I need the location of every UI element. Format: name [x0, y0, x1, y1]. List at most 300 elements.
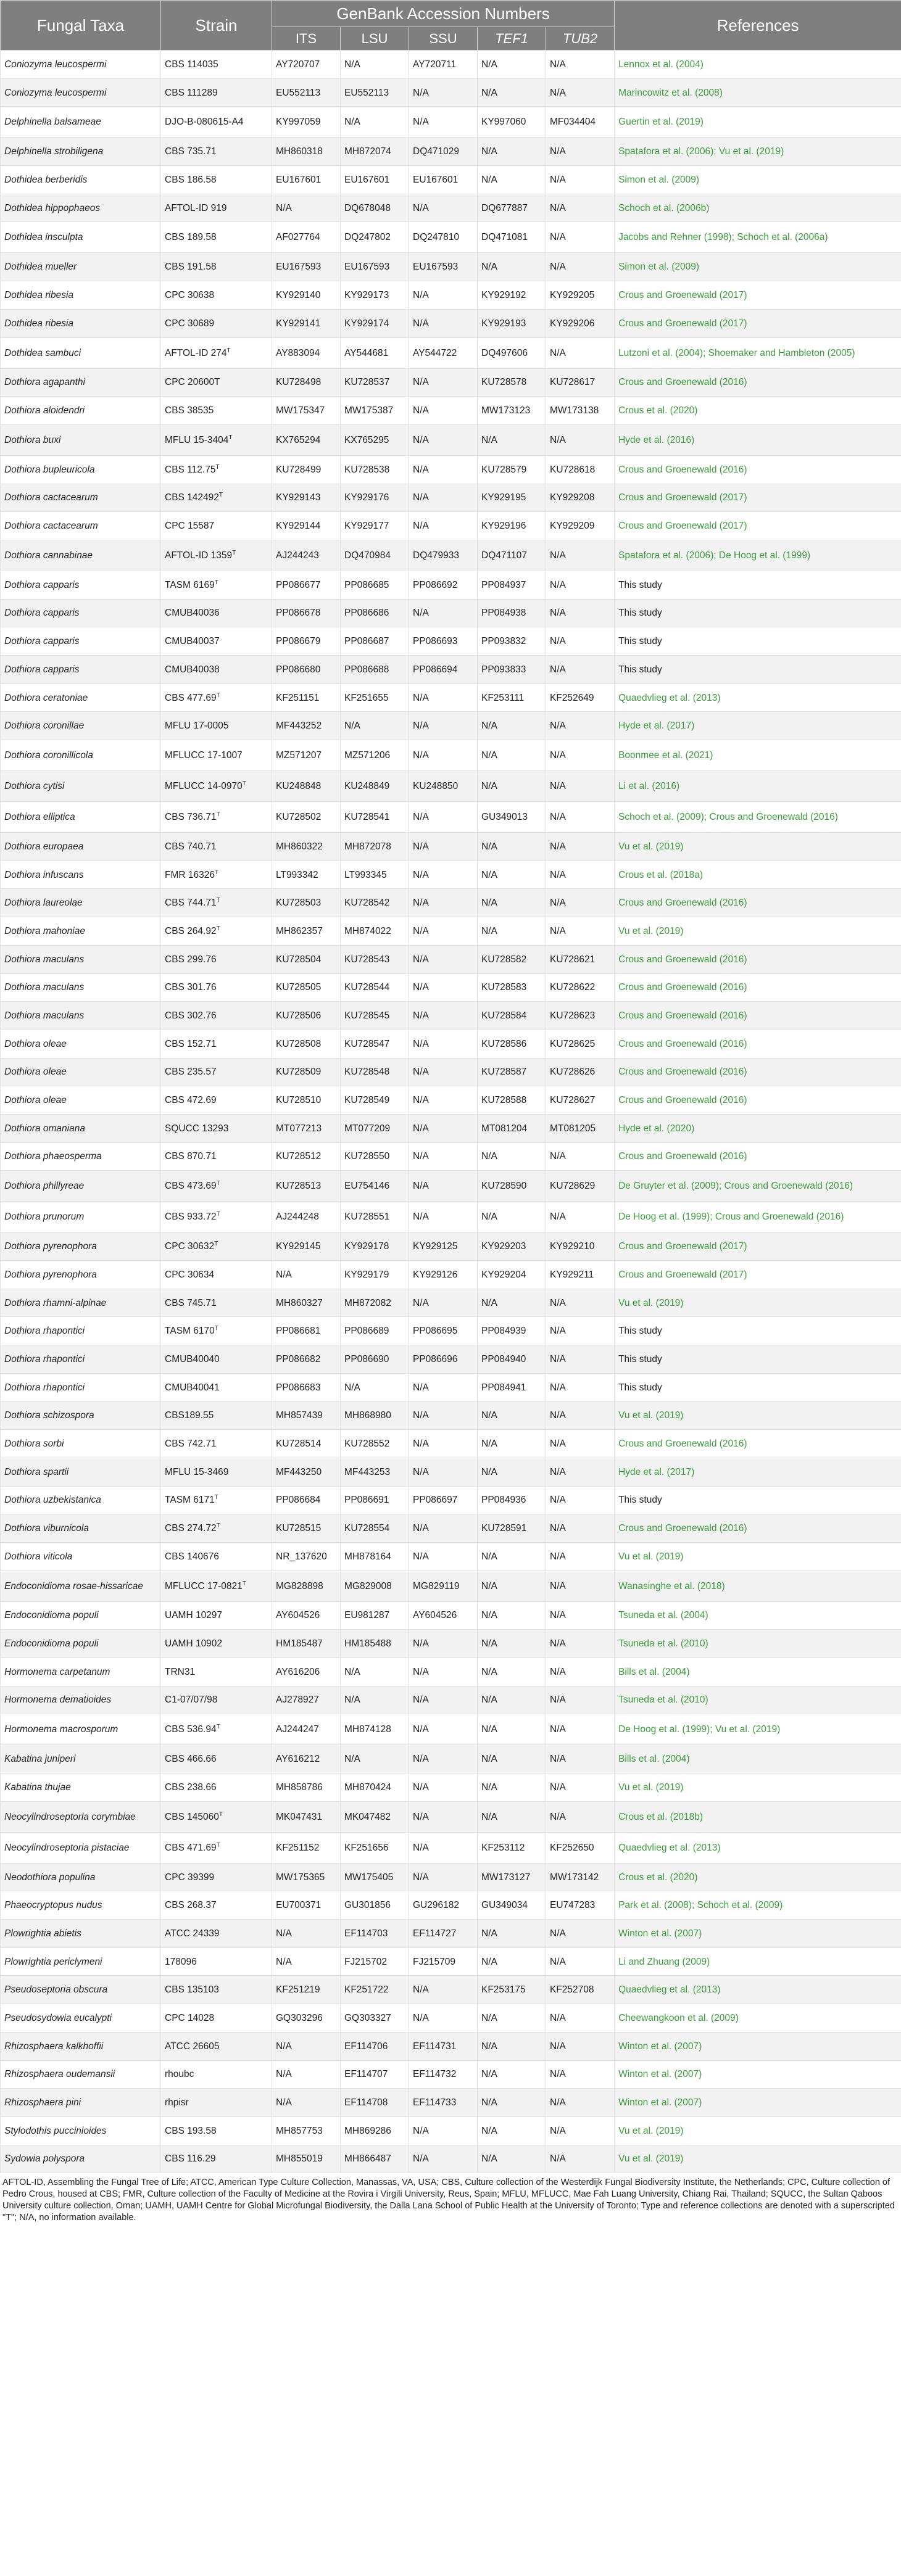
cell-tef1-text: KY929193 [481, 318, 526, 329]
table-row [1, 166, 901, 194]
cell-reference-text: De Hoog et al. (1999); Vu et al. (2019) [618, 1724, 781, 1735]
cell-tef1 [478, 656, 546, 684]
cell-tef1 [478, 683, 546, 712]
cell-tub2-text: N/A [550, 812, 566, 823]
cell-its [272, 166, 341, 194]
cell-ssu [409, 1863, 478, 1891]
cell-strain-text: AFTOL-ID 919 [165, 202, 227, 213]
cell-ssu-text: N/A [413, 1010, 429, 1022]
cell-its-text: MH860327 [276, 1297, 323, 1308]
cell-taxon-text: Dothiora cytisi [4, 781, 65, 792]
table-row [1, 683, 901, 712]
cell-ssu [409, 973, 478, 1002]
cell-strain [161, 1030, 272, 1058]
cell-ssu-text: EF114731 [413, 2041, 457, 2052]
cell-reference-text: This study [618, 608, 662, 619]
cell-ssu [409, 1232, 478, 1261]
cell-ssu [409, 1058, 478, 1086]
cell-strain-text: CPC 30634 [165, 1269, 215, 1280]
cell-strain [161, 1714, 272, 1745]
cell-tub2 [546, 309, 615, 337]
cell-reference-text: Simon et al. (2009) [618, 174, 700, 185]
cell-strain [161, 1686, 272, 1714]
cell-ssu-text: MG829119 [413, 1580, 460, 1591]
cell-tub2-text: N/A [550, 579, 566, 590]
table-row [1, 1202, 901, 1232]
cell-taxon-text: Dothiora rhamni-alpinae [4, 1297, 107, 1308]
cell-tub2-text: N/A [550, 2069, 566, 2080]
table-row [1, 1863, 901, 1891]
cell-lsu [341, 771, 409, 802]
cell-its-text: KY997059 [276, 117, 321, 128]
cell-tub2 [546, 945, 615, 973]
cell-tef1 [478, 1630, 546, 1658]
cell-tef1-text: KF253112 [481, 1842, 525, 1853]
cell-strain [161, 599, 272, 627]
table-row [1, 1402, 901, 1430]
table-row [1, 1714, 901, 1745]
cell-tef1 [478, 368, 546, 397]
cell-reference [615, 309, 901, 337]
cell-its [272, 2060, 341, 2089]
cell-ssu-text: N/A [413, 750, 429, 761]
cell-strain-text: CPC 14028 [165, 2012, 215, 2023]
cell-lsu [341, 683, 409, 712]
table-row [1, 2032, 901, 2060]
cell-taxon-text: Dothidea ribesia [4, 289, 74, 300]
cell-tub2 [546, 656, 615, 684]
cell-tub2-text: N/A [550, 146, 566, 157]
cell-strain [161, 253, 272, 281]
cell-taxon [1, 309, 161, 337]
cell-tub2 [546, 253, 615, 281]
cell-lsu [341, 1232, 409, 1261]
cell-reference [615, 861, 901, 889]
cell-lsu-text: PP086689 [344, 1326, 389, 1337]
cell-tef1-text: N/A [481, 59, 497, 70]
cell-tub2 [546, 1289, 615, 1317]
cell-its-text: KU728515 [276, 1523, 322, 1534]
cell-lsu [341, 540, 409, 571]
cell-strain-text: CBS 536.94 [165, 1724, 217, 1735]
cell-lsu-text: GQ303327 [344, 2012, 391, 2023]
cell-ssu [409, 945, 478, 973]
cell-ssu-text: N/A [413, 954, 429, 965]
cell-reference [615, 337, 901, 368]
cell-ssu [409, 138, 478, 166]
cell-tub2 [546, 1373, 615, 1402]
cell-taxon [1, 1261, 161, 1289]
cell-its [272, 1832, 341, 1863]
cell-lsu-text: KU728552 [344, 1438, 390, 1449]
cell-its [272, 337, 341, 368]
cell-reference [615, 1142, 901, 1171]
cell-lsu-text: KF251722 [344, 1984, 389, 1996]
cell-reference [615, 1947, 901, 1976]
cell-taxon [1, 627, 161, 656]
cell-ssu-text: N/A [413, 1754, 429, 1765]
cell-ssu [409, 2032, 478, 2060]
cell-taxon-text: Dothiora maculans [4, 954, 85, 965]
table-row [1, 917, 901, 946]
cell-strain [161, 1976, 272, 2004]
cell-reference [615, 833, 901, 861]
cell-ssu-text: DQ479933 [413, 550, 459, 561]
cell-its-text: MH857439 [276, 1410, 323, 1421]
cell-ssu-text: AY604526 [413, 1610, 457, 1621]
cell-taxon-text: Dothiora cactacearum [4, 492, 98, 503]
cell-ssu [409, 1430, 478, 1458]
cell-tub2 [546, 2004, 615, 2033]
cell-tef1 [478, 771, 546, 802]
cell-tub2-text: N/A [550, 1212, 566, 1223]
table-row [1, 194, 901, 222]
cell-strain-text: CPC 15587 [165, 521, 215, 532]
cell-reference [615, 1289, 901, 1317]
cell-reference [615, 1373, 901, 1402]
cell-reference [615, 1232, 901, 1261]
cell-tef1-text: N/A [481, 869, 497, 880]
cell-strain-text: CBS 38535 [165, 405, 214, 416]
cell-ssu [409, 1832, 478, 1863]
cell-ssu [409, 861, 478, 889]
cell-ssu [409, 1458, 478, 1486]
cell-tef1-text: KU728590 [481, 1181, 527, 1192]
table-row [1, 1832, 901, 1863]
table-row [1, 1171, 901, 1202]
cell-tef1 [478, 1542, 546, 1571]
cell-lsu [341, 889, 409, 917]
cell-tef1 [478, 1142, 546, 1171]
cell-ssu-text: N/A [413, 464, 429, 475]
cell-ssu-text: N/A [413, 1151, 429, 1162]
cell-strain-text: SQUCC 13293 [165, 1123, 229, 1134]
cell-taxon-text: Plowrightia abietis [4, 1928, 81, 1939]
cell-lsu [341, 1630, 409, 1658]
cell-strain [161, 945, 272, 973]
cell-tef1 [478, 1202, 546, 1232]
cell-reference-text: Crous and Groenewald (2016) [618, 898, 747, 909]
cell-reference-text: Winton et al. (2007) [618, 2041, 702, 2052]
cell-tef1 [478, 1261, 546, 1289]
cell-its [272, 1773, 341, 1802]
cell-ssu-text: N/A [413, 982, 429, 993]
cell-its-text: N/A [276, 1956, 292, 1967]
cell-lsu [341, 1891, 409, 1920]
cell-tef1 [478, 1801, 546, 1832]
table-row [1, 833, 901, 861]
cell-its-text: MH860318 [276, 146, 323, 157]
cell-its [272, 1514, 341, 1543]
cell-its-text: KU728503 [276, 898, 322, 909]
cell-tef1-text: N/A [481, 174, 497, 185]
cell-strain [161, 861, 272, 889]
cell-strain-text: CMUB40041 [165, 1382, 220, 1393]
cell-lsu [341, 1202, 409, 1232]
cell-lsu [341, 740, 409, 771]
table-row [1, 484, 901, 512]
cell-lsu-text: EU552113 [344, 87, 389, 98]
table-row [1, 1657, 901, 1686]
cell-taxon-text: Hormonema dematioides [4, 1695, 112, 1706]
cell-its-text: MT077213 [276, 1123, 322, 1134]
cell-taxon-text: Rhizosphaera oudemansii [4, 2069, 115, 2080]
cell-strain [161, 1058, 272, 1086]
cell-tef1 [478, 1773, 546, 1802]
cell-ssu [409, 424, 478, 455]
table-row [1, 51, 901, 79]
cell-ssu-text: N/A [413, 377, 429, 388]
cell-tub2-text: N/A [550, 1754, 566, 1765]
cell-tef1-text: N/A [481, 925, 497, 936]
cell-tub2-text: KY929210 [550, 1241, 595, 1252]
cell-taxon [1, 1657, 161, 1686]
cell-taxon [1, 1486, 161, 1514]
cell-reference [615, 2004, 901, 2033]
cell-tub2-text: KU728617 [550, 377, 596, 388]
cell-lsu [341, 51, 409, 79]
cell-strain [161, 2004, 272, 2033]
cell-ssu [409, 397, 478, 425]
cell-taxon [1, 1801, 161, 1832]
cell-ssu [409, 1289, 478, 1317]
cell-strain-text: CBS 302.76 [165, 1010, 217, 1022]
cell-reference-text: This study [618, 636, 662, 647]
cell-tef1 [478, 2116, 546, 2145]
cell-strain-text: ATCC 26605 [165, 2041, 220, 2052]
cell-its [272, 571, 341, 599]
cell-its-text: MH855019 [276, 2153, 323, 2165]
cell-ssu [409, 512, 478, 540]
cell-taxon-text: Dothiora rhapontici [4, 1382, 85, 1393]
cell-its [272, 1486, 341, 1514]
table-row [1, 1261, 901, 1289]
cell-reference [615, 1086, 901, 1115]
cell-its-text: AJ244248 [276, 1212, 319, 1223]
cell-reference [615, 2089, 901, 2117]
cell-strain-text: CBS 274.72 [165, 1523, 217, 1534]
cell-tub2 [546, 281, 615, 310]
cell-its [272, 78, 341, 107]
cell-its [272, 1171, 341, 1202]
table-row [1, 1601, 901, 1630]
cell-tub2 [546, 1202, 615, 1232]
table-row [1, 1947, 901, 1976]
cell-strain [161, 1601, 272, 1630]
cell-lsu-text: KU728543 [344, 954, 390, 965]
cell-tef1-text: KY929204 [481, 1269, 526, 1280]
cell-lsu-text: KU248849 [344, 781, 390, 792]
cell-tef1-text: KY929192 [481, 289, 526, 300]
cell-taxon-text: Endoconidioma populi [4, 1638, 99, 1649]
cell-taxon [1, 1542, 161, 1571]
table-row [1, 138, 901, 166]
cell-ssu [409, 107, 478, 138]
cell-its-text: KU728508 [276, 1038, 322, 1049]
cell-ssu [409, 917, 478, 946]
cell-strain [161, 1114, 272, 1142]
cell-tef1-text: N/A [481, 1811, 497, 1822]
cell-lsu [341, 138, 409, 166]
cell-ssu [409, 1891, 478, 1920]
cell-taxon-text: Dothidea berberidis [4, 174, 88, 185]
cell-tef1-text: PP084939 [481, 1326, 526, 1337]
cell-taxon-text: Dothiora phillyreae [4, 1181, 85, 1192]
cell-lsu [341, 1920, 409, 1948]
cell-taxon [1, 2145, 161, 2173]
cell-lsu [341, 1976, 409, 2004]
cell-reference [615, 1891, 901, 1920]
cell-lsu-text: N/A [344, 59, 360, 70]
cell-ssu-text: N/A [413, 2125, 429, 2136]
cell-taxon-text: Dothiora coronillicola [4, 750, 93, 761]
cell-reference [615, 253, 901, 281]
cell-tub2-text: N/A [550, 1326, 566, 1337]
cell-reference-text: De Gruyter et al. (2009); Crous and Groenewald (2016) [618, 1181, 853, 1192]
cell-tef1-text: GU349013 [481, 812, 528, 823]
cell-tef1 [478, 1289, 546, 1317]
cell-taxon-text: Hormonema carpetanum [4, 1666, 110, 1677]
cell-taxon-text: Dothiora ceratoniae [4, 692, 88, 703]
cell-reference-text: Cheewangkoon et al. (2009) [618, 2012, 739, 2023]
cell-ssu [409, 1630, 478, 1658]
cell-its-text: MH862357 [276, 925, 323, 936]
cell-ssu-text: AY544722 [413, 347, 457, 358]
cell-ssu [409, 802, 478, 833]
cell-taxon-text: Plowrightia periclymeni [4, 1956, 102, 1967]
table-row [1, 1030, 901, 1058]
cell-tef1 [478, 253, 546, 281]
cell-tub2-text: N/A [550, 262, 566, 273]
cell-reference [615, 281, 901, 310]
cell-reference [615, 1458, 901, 1486]
cell-lsu [341, 1745, 409, 1773]
cell-strain [161, 1920, 272, 1948]
cell-strain [161, 2089, 272, 2117]
cell-reference-text: Lutzoni et al. (2004); Shoemaker and Hambleton (2005) [618, 347, 855, 358]
cell-tub2 [546, 424, 615, 455]
cell-strain-text: CBS 736.71 [165, 812, 217, 823]
cell-lsu [341, 1002, 409, 1030]
cell-taxon [1, 455, 161, 484]
cell-lsu [341, 2060, 409, 2089]
cell-tef1 [478, 1345, 546, 1374]
cell-its [272, 627, 341, 656]
cell-ssu-text: DQ247810 [413, 232, 459, 243]
cell-strain [161, 368, 272, 397]
cell-its [272, 1317, 341, 1345]
cell-taxon-text: Neocylindroseptoria pistaciae [4, 1842, 130, 1853]
cell-strain-text: CBS 152.71 [165, 1038, 217, 1049]
cell-ssu-text: N/A [413, 1984, 429, 1996]
cell-taxon-text: Dothidea mueller [4, 262, 77, 273]
cell-tub2-text: KU728625 [550, 1038, 596, 1049]
cell-taxon [1, 917, 161, 946]
cell-tub2-text: N/A [550, 1610, 566, 1621]
cell-tef1-text: PP084940 [481, 1353, 526, 1364]
table-row [1, 1686, 901, 1714]
cell-its-text: AJ244247 [276, 1724, 319, 1735]
cell-strain-text: MFLUCC 14-0970 [165, 781, 243, 792]
cell-strain-text: CBS 473.69 [165, 1181, 217, 1192]
cell-lsu [341, 861, 409, 889]
table-row [1, 1142, 901, 1171]
cell-lsu [341, 627, 409, 656]
table-row [1, 1002, 901, 1030]
cell-strain-text: CBS 114035 [165, 59, 218, 70]
cell-tef1-text: N/A [481, 1551, 497, 1562]
cell-strain-text: CPC 30689 [165, 318, 215, 329]
cell-ssu [409, 1801, 478, 1832]
cell-tub2 [546, 1657, 615, 1686]
cell-ssu-text: N/A [413, 521, 429, 532]
cell-tub2 [546, 1261, 615, 1289]
type-marker: T [242, 780, 246, 787]
table-body [1, 51, 901, 2173]
cell-taxon [1, 138, 161, 166]
cell-taxon [1, 281, 161, 310]
cell-its [272, 2004, 341, 2033]
cell-taxon-text: Dothiora oleae [4, 1095, 67, 1106]
cell-lsu [341, 1486, 409, 1514]
cell-its [272, 1289, 341, 1317]
cell-ssu-text: EU167593 [413, 262, 459, 273]
cell-reference-text: Crous et al. (2018a) [618, 869, 704, 880]
cell-taxon [1, 683, 161, 712]
cell-taxon [1, 1891, 161, 1920]
cell-reference [615, 1171, 901, 1202]
cell-ssu [409, 253, 478, 281]
cell-reference-text: Winton et al. (2007) [618, 2097, 702, 2108]
cell-lsu-text: MH874022 [344, 925, 391, 936]
cell-lsu-text: KU728538 [344, 464, 390, 475]
cell-its [272, 656, 341, 684]
cell-taxon [1, 337, 161, 368]
cell-tef1 [478, 397, 546, 425]
cell-reference [615, 107, 901, 138]
cell-taxon-text: Dothiora agapanthi [4, 377, 85, 388]
cell-tub2-text: N/A [550, 1811, 566, 1822]
cell-tef1-text: KU728591 [481, 1523, 527, 1534]
cell-taxon [1, 1373, 161, 1402]
cell-strain-text: CBS 235.57 [165, 1067, 217, 1078]
table-row [1, 2060, 901, 2089]
cell-lsu [341, 1289, 409, 1317]
cell-tub2 [546, 1801, 615, 1832]
cell-tub2-text: N/A [550, 2097, 566, 2108]
cell-reference-text: This study [618, 664, 662, 675]
type-marker: T [215, 463, 220, 471]
cell-lsu-text: EU167601 [344, 174, 390, 185]
cell-strain-text: CMUB40040 [165, 1353, 220, 1364]
cell-reference [615, 1571, 901, 1601]
cell-taxon [1, 656, 161, 684]
cell-tub2 [546, 1458, 615, 1486]
table-row [1, 540, 901, 571]
cell-taxon-text: Dothiora aloidendri [4, 405, 85, 416]
cell-tef1-text: KY997060 [481, 117, 526, 128]
cell-taxon-text: Dothiora capparis [4, 608, 80, 619]
cell-tef1-text: KU728586 [481, 1038, 527, 1049]
cell-reference-text: Bills et al. (2004) [618, 1666, 690, 1677]
cell-lsu [341, 1317, 409, 1345]
cell-strain-text: CBS 116.29 [165, 2153, 216, 2165]
cell-strain-text: rhoubc [165, 2069, 194, 2080]
cell-tef1-text: DQ471107 [481, 550, 527, 561]
cell-its-text: AY720707 [276, 59, 320, 70]
cell-tef1 [478, 1086, 546, 1115]
cell-lsu [341, 1171, 409, 1202]
